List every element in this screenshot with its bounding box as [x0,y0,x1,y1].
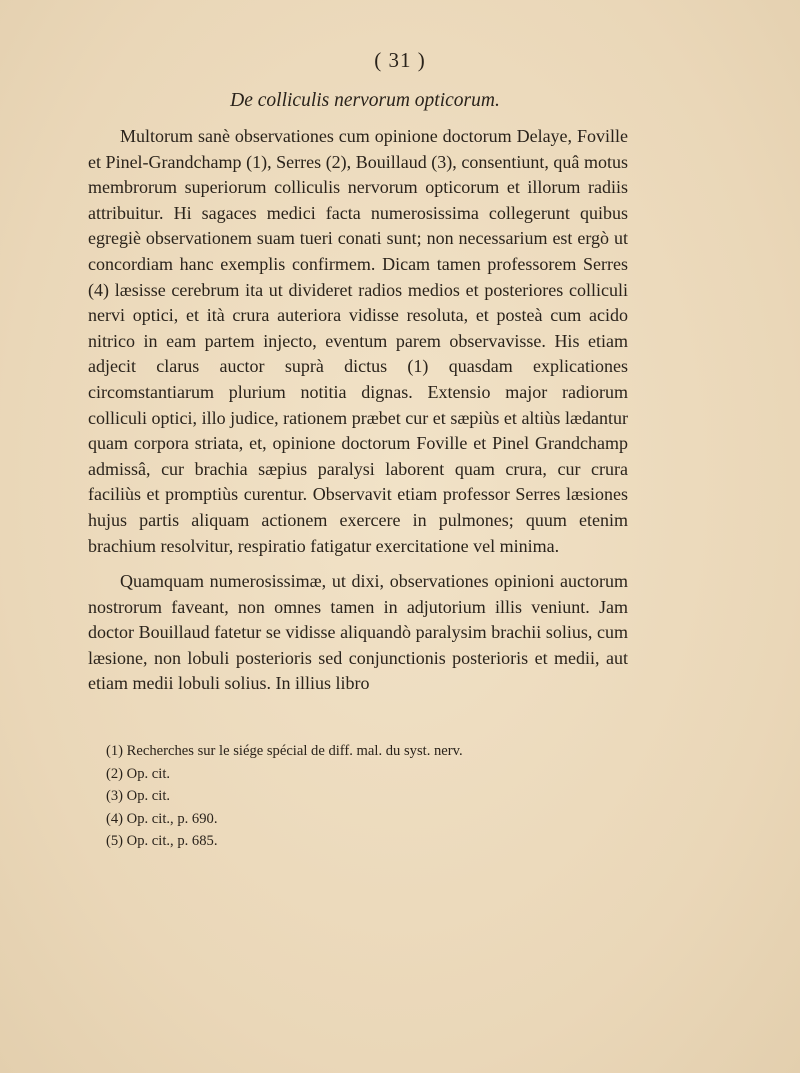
body-text [88,124,628,697]
footnotes [106,740,626,853]
section-title: De colliculis nervorum opticorum. [230,90,500,111]
footnote: (2) Op. cit. [106,765,171,782]
paragraph-1: Multorum sanè observationes cum opinione doctorum Delaye, Foville et Pinel-Grandchamp (1), Serres (2), Bouillaud (3), consentiunt, quâ motus membrorum superiorum colliculis nervorum opticorum et illorum radiis attribuitur. Hi sagaces medici facta numerosissima collegerunt quibus egregiè observationem suam tueri conati sunt; non necessarium est ergò ut concordiam hanc exemplis confirmem. Dicam tamen professorem Serres (4) læsisse cerebrum ita ut divideret radios medios et posteriores colliculi nervi optici, et ità crura auteriora vidisse resoluta, et posteà cum acido nitrico in eam partem injecto, eventum parem observavisse. His etiam adjecit clarus auctor suprà dictus (1) quasdam explicationes circomstantiarum plurium notitia dignas. Extensio major radiorum colliculi optici, illo judice, rationem præbet cur et sæpiùs et altiùs lædantur quam corpora striata, et, opinione doctorum Foville et Pinel Grandchamp admissâ, cur brachia sæpius paralysi laborent quam crura, cur crura faciliùs et promptiùs curentur. Observavit etiam professor Serres læsiones hujus partis aliquam actionem exercere in pulmones; quum etenim brachium resolvitur, respiratio fatigatur exercitatione vel minima. [88,126,628,556]
page-number: ( 31 ) [374,48,426,72]
footnote: (1) Recherches sur le siége spécial de diff. mal. du syst. nerv. [106,743,463,759]
footnote: (5) Op. cit., p. 685. [106,833,218,849]
footnote: (4) Op. cit., p. 690. [106,810,218,827]
paragraph-2: Quamquam numerosissimæ, ut dixi, observationes opinioni auctorum nostrorum faveant, non omnes tamen in adjutorium illis veniunt. Jam doctor Bouillaud fatetur se vidisse aliquandò paralysim brachii solius, cum læsione, non lobuli posterioris sed conjunctionis posterioris et medii, aut etiam medii lobuli solius. In illius libro [88,571,628,694]
footnote: (3) Op. cit. [106,788,171,804]
